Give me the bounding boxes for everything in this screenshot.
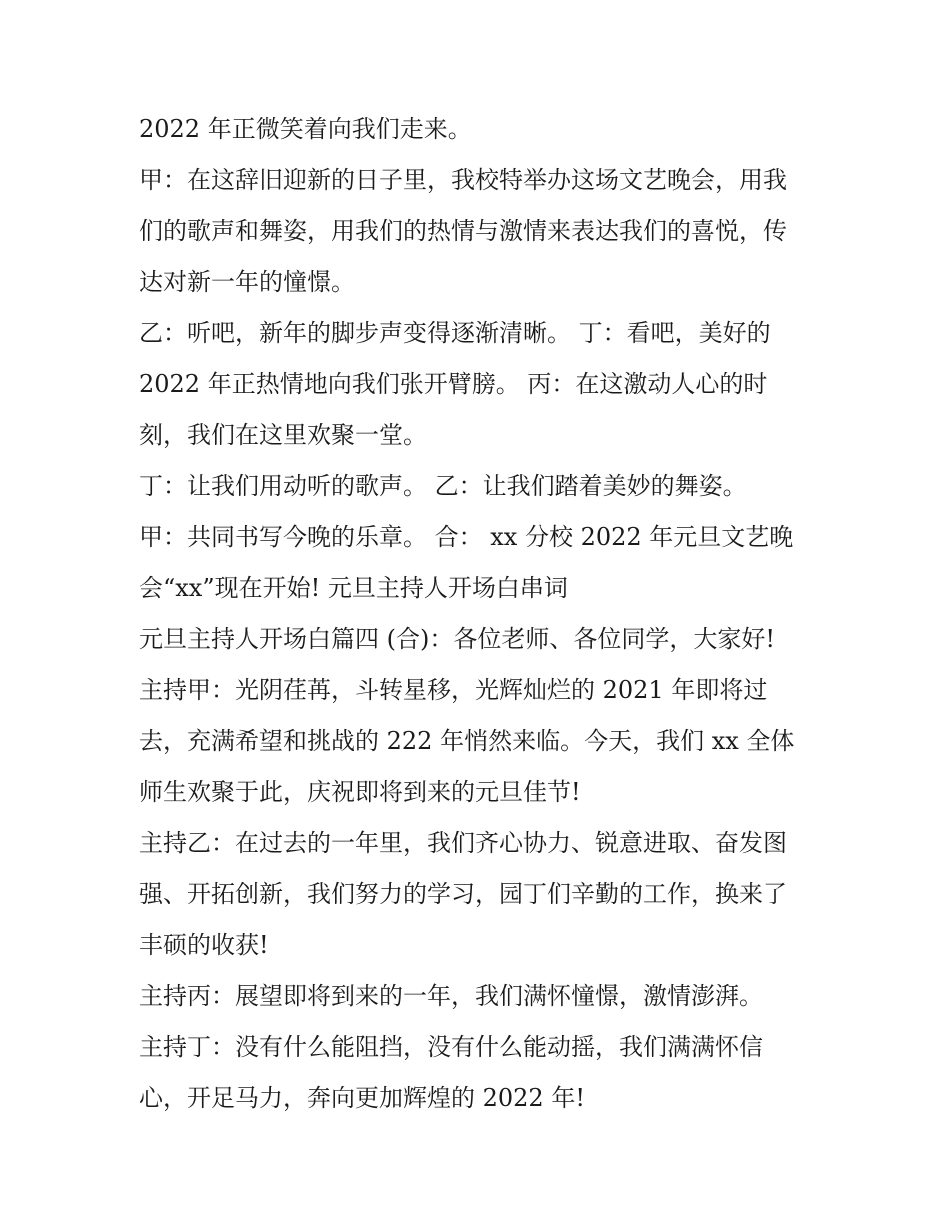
text-line: 主持丙：展望即将到来的一年，我们满怀憧憬，激情澎湃。 bbox=[139, 982, 763, 1010]
text-line: 达对新一年的憧憬。 bbox=[139, 268, 355, 296]
text-line: 甲：共同书写今晚的乐章。 合： xx 分校 2022 年元旦文艺晚 bbox=[139, 523, 794, 551]
text-line: 去，充满希望和挑战的 222 年悄然来临。今天，我们 xx 全体 bbox=[139, 727, 795, 755]
text-line: 丁：让我们用动听的歌声。 乙：让我们踏着美妙的舞姿。 bbox=[139, 472, 747, 500]
text-line: 主持甲：光阴荏苒，斗转星移，光辉灿烂的 2021 年即将过 bbox=[139, 676, 768, 704]
text-line: 们的歌声和舞姿，用我们的热情与激情来表达我们的喜悦，传 bbox=[139, 217, 787, 245]
text-line: 丰硕的收获! bbox=[139, 931, 269, 959]
text-line: 甲：在这辞旧迎新的日子里，我校特举办这场文艺晚会，用我 bbox=[139, 166, 787, 194]
text-line: 主持丁：没有什么能阻挡，没有什么能动摇，我们满满怀信 bbox=[139, 1033, 763, 1061]
text-line: 主持乙：在过去的一年里，我们齐心协力、锐意进取、奋发图 bbox=[139, 829, 787, 857]
text-line: 2022 年正微笑着向我们走来。 bbox=[139, 115, 472, 143]
text-line: 师生欢聚于此，庆祝即将到来的元旦佳节! bbox=[139, 778, 581, 806]
text-line: 2022 年正热情地向我们张开臂膀。 丙：在这激动人心的时 bbox=[139, 370, 768, 398]
text-line: 刻，我们在这里欢聚一堂。 bbox=[139, 421, 427, 449]
text-line: 乙：听吧，新年的脚步声变得逐渐清晰。 丁：看吧，美好的 bbox=[139, 319, 771, 347]
text-line: 元旦主持人开场白篇四 (合)：各位老师、各位同学，大家好! bbox=[139, 625, 775, 653]
text-line: 强、开拓创新，我们努力的学习，园丁们辛勤的工作，换来了 bbox=[139, 880, 787, 908]
text-line: 心，开足马力，奔向更加辉煌的 2022 年! bbox=[139, 1084, 585, 1112]
text-line: 会“xx”现在开始! 元旦主持人开场白串词 bbox=[139, 574, 568, 602]
